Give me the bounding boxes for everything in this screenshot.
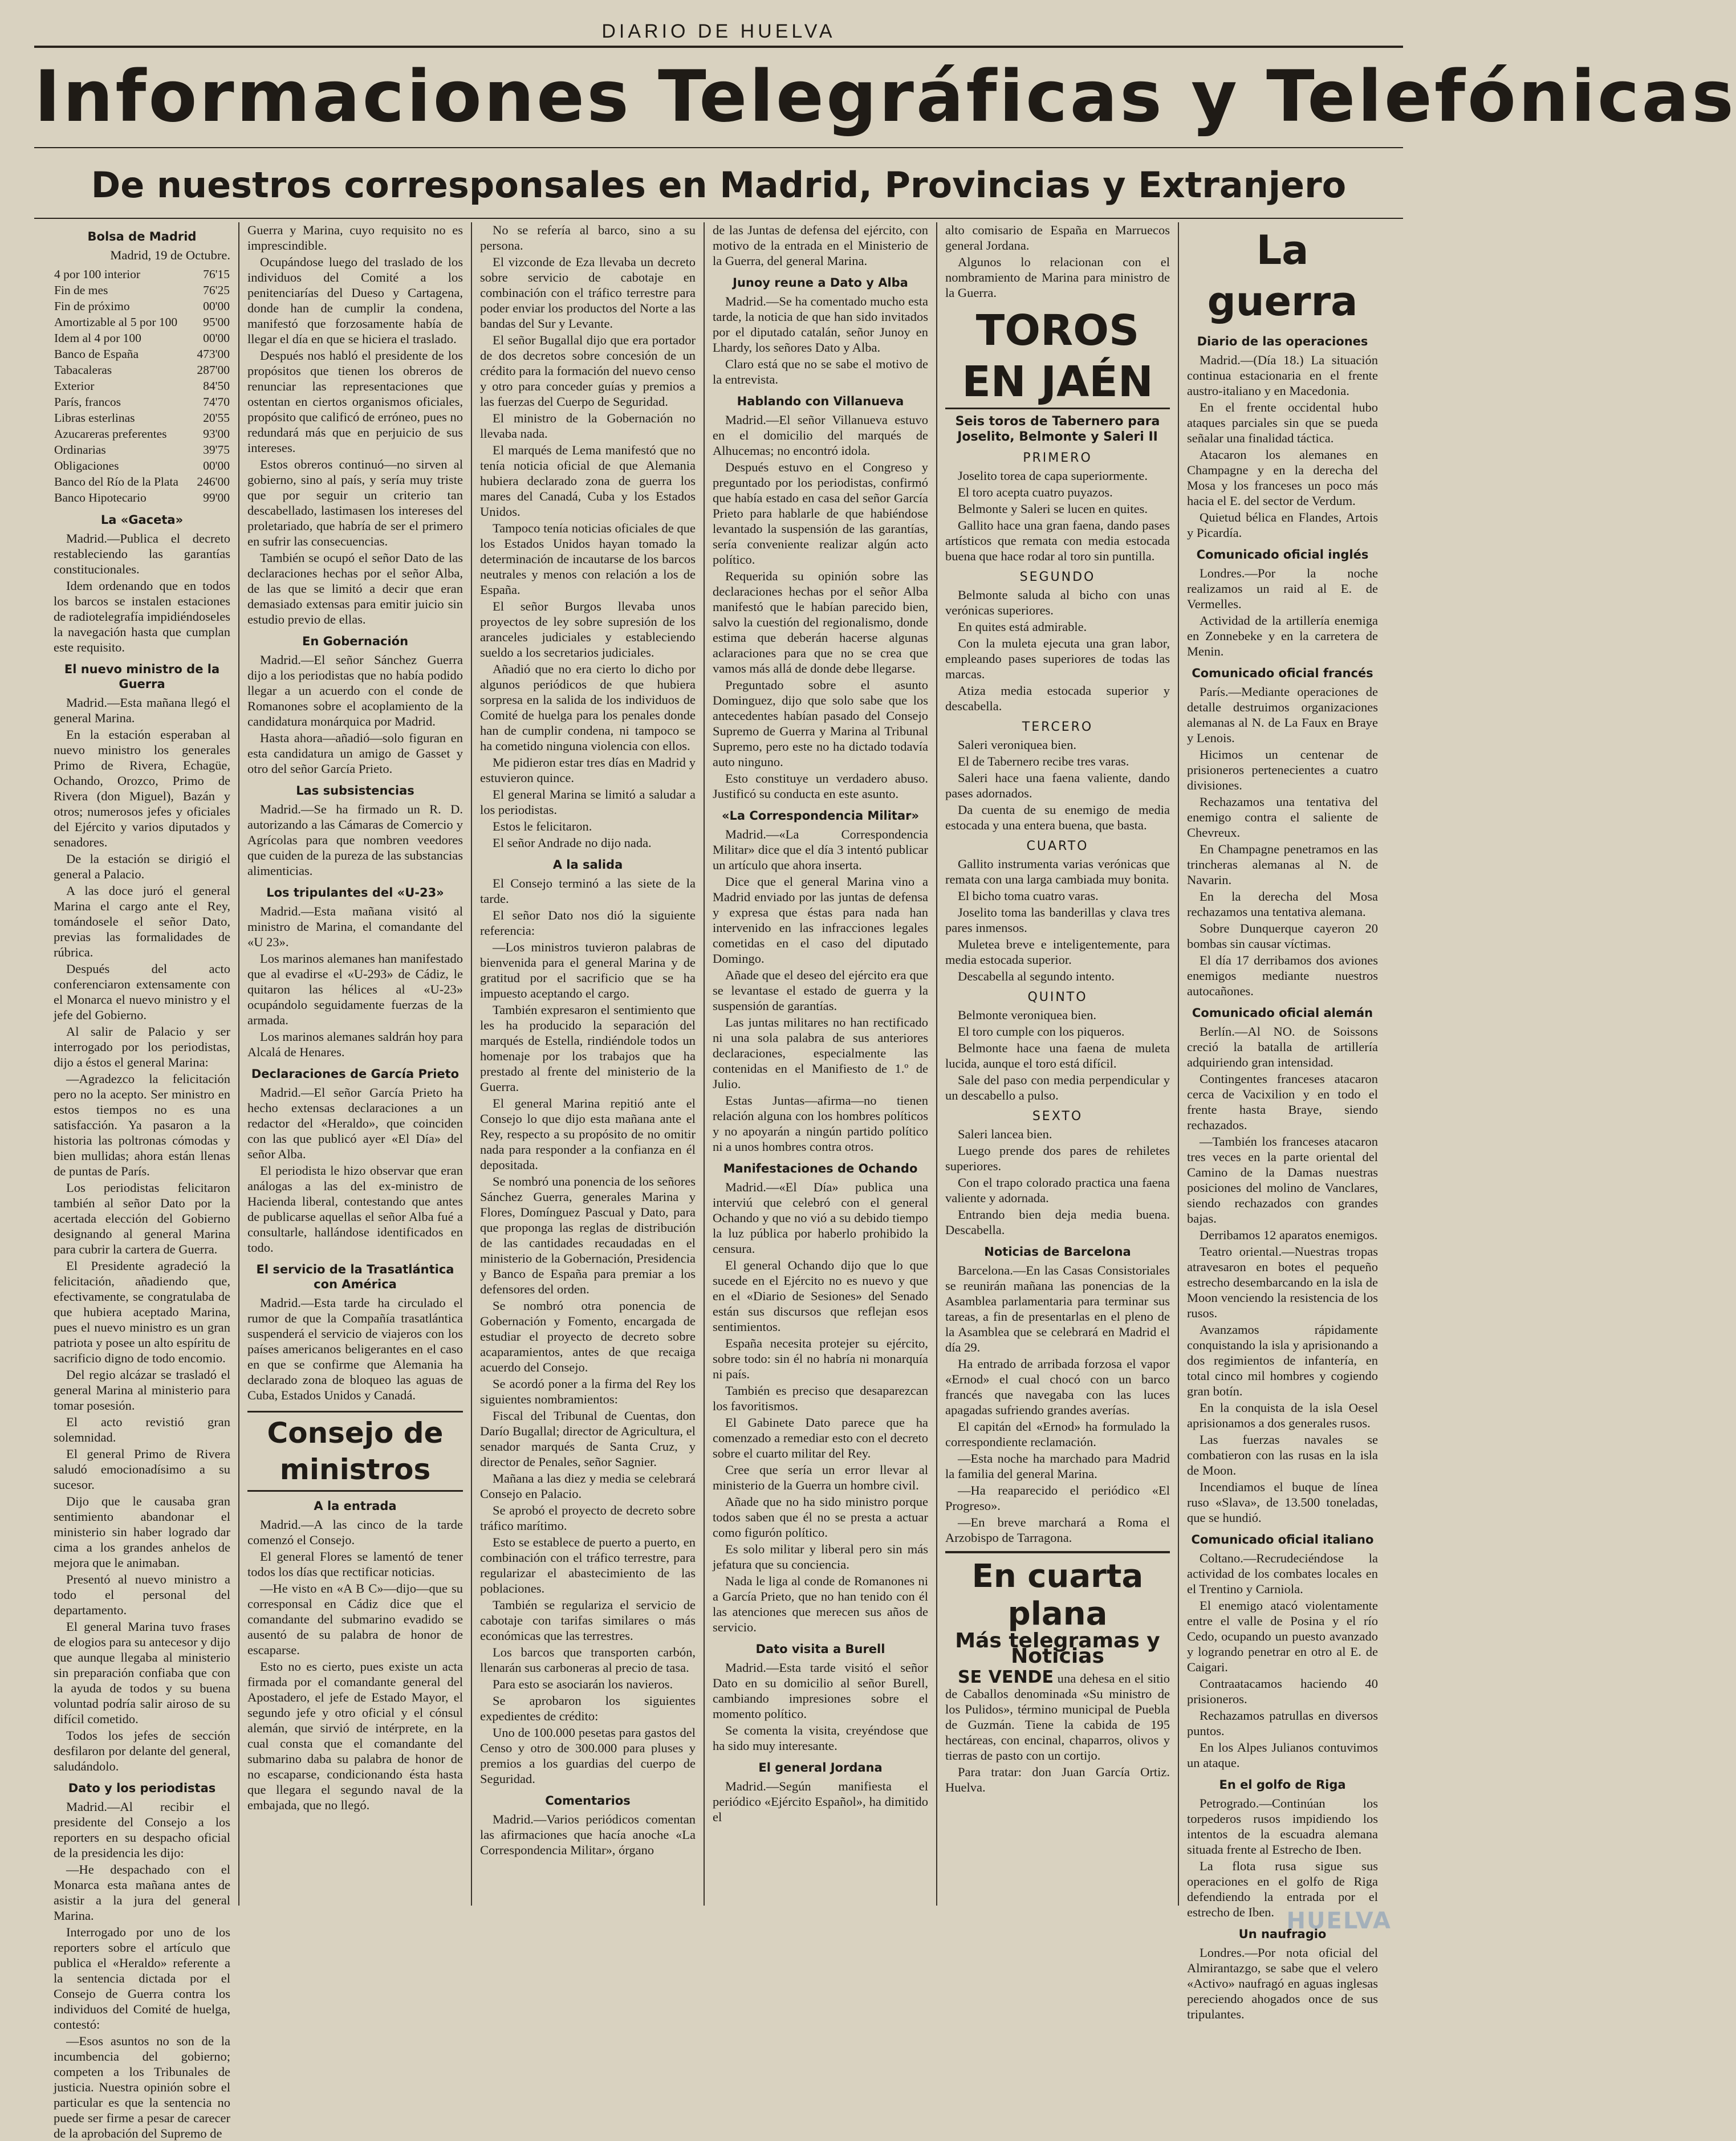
comentarios-title: Comentarios	[545, 1794, 631, 1808]
market-row	[54, 346, 230, 362]
junoy-title: Junoy reune a Dato y Alba	[733, 276, 908, 290]
paragraph: Derribamos 12 aparatos enemigos.	[1200, 1228, 1378, 1242]
trasatlantica-title: El servicio de la Trasatlántica con América	[256, 1263, 454, 1291]
paragraph: Sale del paso con media perpendicular y un descabello a pulso.	[945, 1073, 1170, 1102]
paragraph: —Esta noche ha marchado para Madrid la familia del general Marina.	[945, 1451, 1170, 1481]
paragraph: Dice que el general Marina vino a Madrid enviado por las juntas de defensa y expresa que éstas para nada han intervenido en las infracciones legales cometidas en el caso del diputado Domingo.	[713, 874, 928, 966]
paragraph: Muletea breve e inteligentemente, para media estocada superior.	[945, 937, 1170, 967]
barcelona-title: Noticias de Barcelona	[984, 1245, 1131, 1259]
aleman-title: Comunicado oficial alemán	[1192, 1006, 1373, 1020]
market-row	[54, 298, 230, 314]
paragraph: París.—Mediante operaciones de detalle destruimos organizaciones alemanas al N. de La Faux en Braye y Lenois.	[1187, 685, 1378, 745]
se-vende-text: una dehesa en el sitio de Caballos denominada «Su ministro de los Pulidos», término municipal de Puebla de Guzmán. Tiene la cabida de 195 hectáreas, con encinal, chaparros, olivos y tierras de pasto con un cortijo.	[945, 1671, 1170, 1763]
paragraph: Rechazamos patrullas en diversos puntos.	[1187, 1708, 1378, 1738]
market-row	[54, 410, 230, 426]
market-value: 93'00	[203, 427, 230, 441]
paragraph: El general Primo de Rivera saludó emocionadísimo a su sucesor.	[54, 1447, 230, 1492]
market-label: 4 por 100 interior	[54, 267, 141, 281]
rule	[34, 147, 1403, 148]
paragraph: El marqués de Lema manifestó que no tenía noticia oficial de que Alemania hubiera declarado zona de guerra los mares del Canadá, Cuba y los Estados Unidos.	[480, 443, 696, 519]
dato-title: Dato y los periodistas	[68, 1781, 216, 1795]
paragraph: Rechazamos una tentativa del enemigo contra el saliente de Chevreux.	[1187, 795, 1378, 840]
paragraph: Madrid.—Esta mañana llegó el general Marina.	[54, 695, 230, 725]
market-label: Tabacaleras	[54, 363, 112, 377]
paragraph: El periodista le hizo observar que eran análogas a las del ex-ministro de Hacienda liberal, contestando que antes de publicarse aquellas el señor Alba fué a consultarle, hallándose identificados en todo.	[247, 1163, 463, 1255]
paragraph: Tampoco tenía noticias oficiales de que los Estados Unidos hayan tomado la determinación de incautarse de los barcos neutrales y menos con relación a los de España.	[480, 521, 696, 597]
paragraph: No se refería al barco, sino a su persona.	[480, 223, 696, 253]
paragraph: Añadió que no era cierto lo dicho por algunos periódicos de que hubiera sorpresa en la salida de los individuos de Comité de huelga para los penales donde han de cumplir condena, ni tampoco se ha cometido ninguna violencia con ellos.	[480, 662, 696, 753]
paragraph: Requerida su opinión sobre las declaraciones hechas por el señor Alba manifestó que le habían parecido bien, salvo la cuestión del regionalismo, donde estima que deberán hacerse algunas aclaraciones para que no se crea que vamos más allá de donde debe llegarse.	[713, 569, 928, 675]
rule	[34, 218, 1403, 219]
paragraph: Sobre Dunquerque cayeron 20 bombas sin causar víctimas.	[1187, 921, 1378, 951]
paragraph: Me pidieron estar tres días en Madrid y estuvieron quince.	[480, 755, 696, 785]
paragraph: España necesita protejer su ejército, sobre todo: sin él no habría ni monarquía ni país.	[713, 1336, 928, 1381]
paragraph: Atacaron los alemanes en Champagne y en la derecha del Mosa y los franceses un poco más hacia el E. del sector de Verdum.	[1187, 447, 1378, 508]
paragraph: Contingentes franceses atacaron cerca de Vacixilion y en todo el frente hasta Braye, siendo rechazados.	[1187, 1072, 1378, 1132]
section-segundo: SEGUNDO	[1019, 570, 1096, 584]
gaceta-title: La «Gaceta»	[100, 513, 184, 527]
market-row	[54, 474, 230, 490]
market-row	[54, 330, 230, 346]
market-value: 84'50	[203, 379, 230, 393]
paragraph: El señor Bugallal dijo que era portador de dos decretos sobre concesión de un crédito para la formación del nuevo censo y otro para conceder guías y premios a las fuerzas del Cuerpo de Seguridad.	[480, 333, 696, 409]
paragraph: —En breve marchará a Roma el Arzobispo de Tarragona.	[945, 1515, 1170, 1545]
frances-title: Comunicado oficial francés	[1192, 666, 1373, 680]
paragraph: El señor Dato nos dió la siguiente referencia:	[480, 908, 696, 938]
market-value: 76'15	[203, 267, 230, 281]
paragraph: El toro cumple con los piqueros.	[958, 1024, 1125, 1039]
paragraph: Belmonte saluda al bicho con unas verónicas superiores.	[945, 588, 1170, 617]
u23-title: Los tripulantes del «U-23»	[266, 886, 444, 899]
market-label: Ordinarias	[54, 443, 106, 457]
paragraph: También se regulariza el servicio de cabotaje con tarifas similares o más económicas que las terrestres.	[480, 1598, 696, 1643]
paragraph: Se nombró otra ponencia de Gobernación y Fomento, encargada de estudiar el proyecto de decreto sobre acaparamientos, antes de que recaiga acuerdo del Consejo.	[480, 1299, 696, 1374]
ingles-title: Comunicado oficial inglés	[1196, 548, 1369, 561]
paragraph: —También los franceses atacaron tres veces en la parte oriental del Camino de la Damas nuestras posiciones del molino de Vanclares, siendo rechazados con grandes bajas.	[1187, 1134, 1378, 1226]
market-label: Banco del Río de la Plata	[54, 475, 178, 489]
column-3	[472, 222, 705, 1906]
market-value: 39'75	[203, 443, 230, 457]
paragraph: Madrid.—Según manifiesta el periódico «Ejército Español», ha dimitido el	[713, 1779, 928, 1824]
paragraph: Después nos habló el presidente de los propósitos que tienen los obreros de renunciar las representaciones que ostentan en ciertos organismos oficiales, propósito que calificó de erróneo, pues no redundará más que en perjuicio de sus intereses.	[247, 348, 464, 455]
paragraph: En quites está admirable.	[958, 620, 1087, 634]
paragraph: El bicho toma cuatro varas.	[958, 889, 1099, 903]
paragraph: También es preciso que desaparezcan los favoritismos.	[713, 1383, 928, 1413]
market-row	[54, 394, 230, 410]
paragraph: Contraatacamos haciendo 40 prisioneros.	[1187, 1676, 1378, 1706]
paragraph: —Los ministros tuvieron palabras de bienvenida para el general Marina y de gratitud por el sacrificio que se ha impuesto aceptando el cargo.	[480, 940, 696, 1000]
paragraph: alto comisario de España en Marruecos general Jordana.	[945, 223, 1170, 253]
toros-subtitle: Seis toros de Tabernero para Joselito, Belmonte y Saleri II	[955, 414, 1160, 444]
paragraph: Los marinos alemanes han manifestado que al evadirse el «U-293» de Cádiz, le quitaron las hélices al «U-23» ocupándolo seguidamente fuerzas de la armada.	[247, 951, 463, 1027]
market-label: Azucareras preferentes	[54, 427, 167, 441]
paragraph: de las Juntas de defensa del ejército, con motivo de la entrada en el Ministerio de la Guerra, del general Marina.	[713, 223, 928, 268]
naufragio-title: Un naufragio	[1238, 1927, 1327, 1941]
paragraph: Después estuvo en el Congreso y preguntado por los periodistas, confirmó que había estado en casa del señor García Prieto para hablarle de que habiéndose levantado la suspensión de las garantías, sería conveniente realizar algún acto político.	[713, 460, 928, 567]
paragraph: Dijo que le causaba gran sentimiento abandonar el ministerio sin haber logrado dar cima a los grandes anhelos de mejora que le animaban.	[54, 1494, 230, 1570]
paragraph: Con el trapo colorado practica una faena valiente y adornada.	[945, 1175, 1170, 1205]
paragraph: El día 17 derribamos dos aviones enemigos mediante nuestros autocañones.	[1187, 953, 1378, 998]
market-label: Fin de próximo	[54, 299, 130, 313]
paragraph: Actividad de la artillería enemiga en Zonnebeke y en la carretera de Menin.	[1187, 613, 1378, 658]
market-value: 00'00	[203, 459, 230, 473]
market-value: 95'00	[203, 315, 230, 329]
bolsa-title: Bolsa de Madrid	[87, 230, 197, 243]
market-value: 287'00	[197, 363, 230, 377]
paragraph: Esto constituye un verdadero abuso. Justificó su conducta en este asunto.	[713, 771, 928, 801]
paragraph: Gallito hace una gran faena, dando pases artísticos que remata con media estocada buena que hace rodar al toro sin puntilla.	[945, 518, 1170, 563]
paragraph: —He visto en «A B C»—dijo—que su corresponsal en Cádiz dice que el comandante del submarino evadido se ausentó de su palabra de honor de escaparse.	[247, 1581, 463, 1657]
paragraph: Para esto se asociarán los navieros.	[493, 1677, 673, 1691]
section-tercero: TERCERO	[1022, 720, 1093, 734]
paragraph: Madrid.—El señor Villanueva estuvo en el domicilio del marqués de Alhucemas; no encontró idola.	[713, 413, 928, 458]
paragraph: En la conquista de la isla Oesel aprisionamos a dos generales rusos.	[1187, 1401, 1378, 1430]
paragraph: La flota rusa sigue sus operaciones en el golfo de Riga defendiendo la entrada por el estrecho de Iben.	[1187, 1859, 1378, 1919]
paragraph: El Gabinete Dato parece que ha comenzado a remediar esto con el decreto sobre el cuarto militar del Rey.	[713, 1415, 928, 1460]
paragraph: Belmonte hace una faena de muleta lucida, aunque el toro está difícil.	[945, 1041, 1170, 1070]
subsistencias-title: Las subsistencias	[296, 784, 414, 797]
paragraph: Madrid.—Esta tarde visitó el señor Dato en su domicilio al señor Burell, cambiando impresiones sobre el momento político.	[713, 1660, 928, 1721]
paragraph: El capitán del «Ernod» ha formulado la correspondiente reclamación.	[945, 1419, 1170, 1449]
paragraph: Atiza media estocada superior y descabella.	[945, 683, 1170, 713]
market-label: Banco Hipotecario	[54, 491, 147, 504]
paragraph: Avanzamos rápidamente conquistando la isla y aprisionando a dos regimientos de infantería, en total cinco mil hombres y cogiendo gran botín.	[1187, 1322, 1378, 1398]
market-label: Fin de mes	[54, 283, 108, 297]
villanueva-title: Hablando con Villanueva	[737, 394, 904, 408]
paper-name: DIARIO DE HUELVA	[34, 17, 1403, 48]
paragraph: —He despachado con el Monarca esta mañana antes de asistir a la jura del general Marina.	[54, 1862, 230, 1923]
paragraph: Del regio alcázar se trasladó el general Marina al ministerio para tomar posesión.	[54, 1367, 230, 1413]
market-row	[54, 282, 230, 298]
paragraph: Da cuenta de su enemigo de media estocada y una entera buena, que basta.	[945, 803, 1170, 832]
market-value: 00'00	[203, 331, 230, 345]
paragraph: Madrid.—«El Día» publica una interviú que celebró con el general Ochando y que no vió a su debido tiempo la luz pública por haberlo prohibido la censura.	[713, 1180, 928, 1256]
market-label: Banco de España	[54, 347, 139, 361]
section-cuarto: CUARTO	[1026, 839, 1089, 853]
paragraph: Madrid.—Esta mañana visitó al ministro de Marina, el comandante del «U 23».	[247, 904, 463, 949]
section-primero: PRIMERO	[1023, 451, 1092, 465]
paragraph: Incendiamos el buque de línea ruso «Slava», de 13.500 toneladas, que se hundió.	[1187, 1480, 1378, 1525]
paragraph: Al salir de Palacio y ser interrogado por los periodistas, dijo a éstos el general Marina:	[54, 1024, 230, 1069]
market-label: Obligaciones	[54, 459, 119, 473]
paragraph: Se aprobó el proyecto de decreto sobre tráfico marítimo.	[480, 1503, 696, 1533]
paragraph: El de Tabernero recibe tres varas.	[958, 754, 1129, 768]
paragraph: Esto no es cierto, pues existe un acta firmada por el comandante general del Apostadero, el jefe de Estado Mayor, el segundo jefe y otro oficial y el cónsul alemán, que sirvió de intérprete, en la cual consta que el comandante del submarino daba su palabra de honor de no escaparse, condicionando ésta hasta que llegara el segundo naval de la embajada, que no llegó.	[247, 1659, 463, 1812]
market-row	[54, 266, 230, 282]
column-1	[46, 222, 239, 2140]
paragraph: Belmonte y Saleri se lucen en quites.	[958, 502, 1148, 516]
cuarta-plana-subtitle: Más telegramas y Noticias	[955, 1629, 1160, 1668]
paragraph: Cree que sería un error llevar al ministerio de la Guerra un hombre civil.	[713, 1463, 928, 1492]
paragraph: De la estación se dirigió el general a Palacio.	[54, 852, 230, 881]
market-value: 00'00	[203, 299, 230, 313]
market-row	[54, 362, 230, 378]
jordana-title: El general Jordana	[758, 1761, 883, 1774]
paragraph: Belmonte veroniquea bien.	[958, 1008, 1097, 1022]
paragraph: Se aprobaron los siguientes expedientes de crédito:	[480, 1694, 696, 1723]
market-value: 20'55	[203, 411, 230, 425]
paragraph: Descabella al segundo intento.	[958, 969, 1115, 983]
paragraph: El general Marina repitió ante el Consejo lo que dijo esta mañana ante el Rey, respecto a su propósito de no omitir nada para responder a la confianza en él depositada.	[480, 1096, 696, 1172]
correspondencia-title: «La Correspondencia Militar»	[721, 809, 920, 823]
paragraph: A las doce juró el general Marina el cargo ante el Rey, tomándosele el señor Dato, previas las formalidades de rúbrica.	[54, 884, 230, 959]
paragraph: Preguntado sobre el asunto Dominguez, dijo que solo sabe que los antecedentes habían pasado del Consejo Supremo de Guerra y Marina al Tribunal Supremo, pero este no ha dictado todavía auto ninguno.	[713, 678, 928, 769]
paragraph: Con la muleta ejecuta una gran labor, empleando pases superiores de todas las marcas.	[945, 636, 1170, 681]
column-2	[239, 222, 472, 1906]
garcia-prieto-title: Declaraciones de García Prieto	[251, 1067, 460, 1081]
section-quinto: QUINTO	[1027, 990, 1088, 1004]
columns	[46, 222, 1397, 2140]
paragraph: Presentó al nuevo ministro a todo el personal del departamento.	[54, 1572, 230, 1617]
paragraph: Se comenta la visita, creyéndose que ha sido muy interesante.	[713, 1723, 928, 1753]
toros-title: TOROS EN JAÉN	[945, 305, 1170, 409]
market-label: Amortizable al 5 por 100	[54, 315, 178, 329]
paragraph: En los Alpes Julianos contuvimos un ataque.	[1187, 1740, 1378, 1770]
paragraph: Coltano.—Recrudeciéndose la actividad de los combates locales en el Trentino y Carniola.	[1187, 1551, 1378, 1596]
column-4	[705, 222, 937, 1906]
paragraph: El toro acepta cuatro puyazos.	[958, 485, 1113, 499]
ochando-title: Manifestaciones de Ochando	[723, 1162, 918, 1175]
paragraph: Los periodistas felicitaron también al señor Dato por la acertada elección del Gobierno designando al general Marina para cubrir la cartera de Guerra.	[54, 1181, 230, 1256]
paragraph: Guerra y Marina, cuyo requisito no es imprescindible.	[247, 223, 463, 253]
subtitle: De nuestros corresponsales en Madrid, Provincias y Extranjero	[91, 164, 1347, 206]
paragraph: Se nombró una ponencia de los señores Sánchez Guerra, generales Marina y Flores, Domínguez Pascual y Dato, para que proponga las reglas de distribución de las cantidades recaudadas en el ministerio de la Gobernación, Presidencia y Banco de España para premiar a los defensores del orden.	[480, 1174, 696, 1296]
paragraph: El señor Andrade no dijo nada.	[493, 836, 652, 850]
paragraph: —Ha reaparecido el periódico «El Progreso».	[945, 1483, 1170, 1513]
paragraph: Quietud bélica en Flandes, Artois y Picardía.	[1187, 510, 1378, 540]
paragraph: Gallito instrumenta varias verónicas que remata con una larga cambiada muy bonita.	[945, 857, 1170, 886]
paragraph: Uno de 100.000 pesetas para gastos del Censo y otro de 300.000 para pluses y premios a los guardias del cuerpo de Seguridad.	[480, 1725, 696, 1786]
paragraph: Claro está que no se sabe el motivo de la entrevista.	[713, 357, 928, 386]
paragraph: Londres.—Por la noche realizamos un raid al E. de Vermelles.	[1187, 566, 1378, 611]
column-5	[937, 222, 1179, 1906]
paragraph: Londres.—Por nota oficial del Almirantazgo, se sabe que el velero «Activo» naufragó en aguas inglesas pereciendo ahogados once de sus tripulantes.	[1187, 1945, 1378, 2021]
paragraph: Madrid.—Esta tarde ha circulado el rumor de que la Compañía trasatlántica suspenderá el servicio de viajeros con los países americanos beligerantes en el caso en que se confirme que Alemania ha declarado zona de bloqueo las aguas de Cuba, Estados Unidos y Canadá.	[247, 1296, 463, 1402]
paragraph: El señor Burgos llevaba unos proyectos de ley sobre supresión de los aranceles judiciales y estableciendo sueldo a los secretarios judiciales.	[480, 599, 696, 660]
market-value: 246'00	[197, 475, 230, 489]
market-row	[54, 458, 230, 474]
paragraph: —Agradezco la felicitación pero no la acepto. Ser ministro en estos tiempos no es una satisfacción. Ya pasaron a la historia las poltronas cómodas y bien mullidas; ahora están llenas de puntas de París.	[54, 1072, 230, 1178]
paragraph: Esto se establece de puerto a puerto, en combinación con el tráfico terrestre, para regularizar el abastecimiento de las poblaciones.	[480, 1535, 696, 1595]
paragraph: Los barcos que transporten carbón, llenarán sus carboneras al precio de tasa.	[480, 1645, 696, 1675]
diario-title: Diario de las operaciones	[1197, 335, 1368, 348]
paragraph: Añade que el deseo del ejército era que se levantase el estado de guerra y la suspensión de garantías.	[713, 968, 928, 1013]
paragraph: Nada le liga al conde de Romanones ni a García Prieto, que no han tenido con él las atenciones que merecen sus años de servicio.	[713, 1574, 928, 1634]
paragraph: El Presidente agradeció la felicitación, añadiendo que, efectivamente, se congratulaba de que hubiera aceptado Marina, pues el nuevo ministro es un gran patriota y posee un alto espíritu de sacrificio digno de todo encomio.	[54, 1259, 230, 1365]
market-value: 473'00	[197, 347, 230, 361]
paragraph: Se acordó poner a la firma del Rey los siguientes nombramientos:	[480, 1377, 696, 1406]
gobernacion-title: En Gobernación	[302, 634, 409, 648]
paragraph: Petrogrado.—Continúan los torpederos rusos impidiendo los intentos de la escuadra alemana situada frente al Estrecho de Iben.	[1187, 1796, 1378, 1857]
paragraph: Barcelona.—En las Casas Consistoriales se reunirán mañana las ponencias de la Asamblea parlamentaria para terminar sus tareas, a fin de presentarlas en el pleno de la Asamblea que se celebrará en Madrid el día 29.	[945, 1263, 1170, 1354]
paragraph: Ocupándose luego del traslado de los individuos del Comité a los penitenciarías del Dueso y Cartagena, donde han de cumplir la condena, manifestó que forzosamente había de llegar el día en que se hiciera el traslado.	[247, 255, 463, 346]
market-table	[54, 266, 230, 506]
paragraph: Madrid.—Se ha firmado un R. D. autorizando a las Cámaras de Comercio y Agrícolas para que nombren veedores que cuiden de la pureza de las substancias alimenticias.	[247, 802, 463, 878]
paragraph: —Esos asuntos no son de la incumbencia del gobierno; competen a los Tribunales de justicia. Nuestra opinión sobre el particular es que la sentencia no puede ser firme a pesar de carecer de la aprobación del Supremo de	[54, 2034, 230, 2140]
paragraph: Madrid.—Publica el decreto restableciendo las garantías constitucionales.	[54, 531, 230, 576]
paragraph: El general Ochando dijo que lo que sucede en el Ejército no es nuevo y que en el «Diario de Sesiones» del Senado están sus discursos que reflejan esos sentimientos.	[713, 1258, 928, 1334]
paragraph: Saleri veroniquea bien.	[958, 738, 1077, 752]
paragraph: Todos los jefes de sección desfilaron por delante del general, saludándolo.	[54, 1728, 230, 1773]
market-label: Exterior	[54, 379, 95, 393]
se-vende-title: SE VENDE	[958, 1667, 1054, 1687]
paragraph: Algunos lo relacionan con el nombramiento de Marina para ministro de la Guerra.	[945, 255, 1170, 300]
consejo-title: Consejo de ministros	[247, 1411, 463, 1492]
paragraph: Luego prende dos pares de rehiletes superiores.	[945, 1143, 1170, 1173]
bolsa-date: Madrid, 19 de Octubre.	[110, 248, 230, 262]
paragraph: Para tratar: don Juan García Ortiz. Huelva.	[945, 1765, 1170, 1794]
paragraph: Las juntas militares no han rectificado ni una sola palabra de sus anteriores declaraciones, especialmente las contenidas en el Manifiesto de 1.º de Julio.	[713, 1015, 928, 1091]
paragraph: Después del acto conferenciaron extensamente con el Monarca el nuevo ministro y el jefe del Gobierno.	[54, 962, 230, 1022]
paragraph: También se ocupó el señor Dato de las declaraciones hechas por el señor Alba, de las que se limitó a decir que eran demasiado extensas para emitir juicio sin estudio previo de ellas.	[247, 551, 463, 626]
paragraph: Hicimos un centenar de prisioneros pertenecientes a cuatro divisiones.	[1187, 747, 1378, 792]
market-row	[54, 426, 230, 442]
main-title: Informaciones Telegráficas y Telefónicas	[34, 56, 1736, 138]
paragraph: El general Marina se limitó a saludar a los periodistas.	[480, 787, 696, 817]
paragraph: Madrid.—Varios periódicos comentan las afirmaciones que hacía anoche «La Correspondencia Militar», órgano	[480, 1812, 696, 1857]
paragraph: En el frente occidental hubo ataques parciales sin que se pueda señalar una finalidad táctica.	[1187, 400, 1378, 445]
paragraph: Madrid.—(Día 18.) La situación continua estacionaria en el frente austro-italiano y en Macedonia.	[1187, 353, 1378, 398]
market-label: Libras esterlinas	[54, 411, 135, 425]
market-row	[54, 314, 230, 330]
paragraph: En la derecha del Mosa rechazamos una tentativa alemana.	[1187, 889, 1378, 919]
paragraph: En la estación esperaban al nuevo ministro los generales Primo de Rivera, Echagüe, Ochando, Orozco, Primo de Rivera (don Miguel), Bazán y otros; numerosos jefes y oficiales del Ejército y varios diputados y senadores.	[54, 727, 230, 849]
paragraph: Madrid.—«La Correspondencia Militar» dice que el día 3 intentó publicar un artículo que ahora inserta.	[713, 827, 928, 872]
paragraph: Estos le felicitaron.	[493, 819, 592, 833]
guerra-title: La guerra	[1207, 227, 1358, 325]
riga-title: En el golfo de Riga	[1219, 1778, 1346, 1792]
paragraph: Hasta ahora—añadió—solo figuran en esta candidatura un amigo de Gasset y otro del señor García Prieto.	[247, 731, 463, 776]
italiano-title: Comunicado oficial italiano	[1191, 1533, 1374, 1546]
market-row	[54, 490, 230, 506]
paragraph: Mañana a las diez y media se celebrará Consejo en Palacio.	[480, 1471, 696, 1501]
market-label: Idem al 4 por 100	[54, 331, 141, 345]
market-value: 76'25	[203, 283, 230, 297]
market-row	[54, 378, 230, 394]
market-value: 99'00	[203, 491, 230, 504]
market-label: París, francos	[54, 395, 121, 409]
paragraph: Madrid.—A las cinco de la tarde comenzó el Consejo.	[247, 1517, 463, 1547]
paragraph: También expresaron el sentimiento que les ha producido la separación del marqués de Estella, rindiéndole todos un homenaje por los trabajos que ha prestado al frente del ministerio de la Guerra.	[480, 1003, 696, 1094]
paragraph: El vizconde de Eza llevaba un decreto sobre servicio de cabotaje en combinación con el tráfico terrestre para poder enviar los productos del Norte a las bandas del Sur y Levante.	[480, 255, 696, 331]
watermark-logo: HUELVA	[1286, 1908, 1392, 1934]
paragraph: Saleri lancea bien.	[958, 1127, 1052, 1141]
paragraph: Fiscal del Tribunal de Cuentas, don Darío Bugallal; director de Agricultura, el senador marqués de Santa Cruz, y director de Penales, señor Sagnier.	[480, 1409, 696, 1469]
market-row	[54, 442, 230, 458]
paragraph: Estos obreros continuó—no sirven al gobierno, sino al país, y sería muy triste que por seguir un criterio tan descabellado, lastimasen los intereses del proletariado, que habría de ser el primero en sufrir las consecuencias.	[247, 457, 463, 548]
burell-title: Dato visita a Burell	[755, 1642, 885, 1656]
paragraph: Estas Juntas—afirma—no tienen relación alguna con los hombres políticos y no apoyarán a ningún partido político ni a unos hombres contra otros.	[713, 1093, 928, 1154]
paragraph: El general Marina tuvo frases de elogios para su antecesor y dijo que aunque llegaba al ministerio sin preparación confiaba que con la ayuda de todos y su buena voluntad podría salir airoso de su difícil cometido.	[54, 1619, 230, 1726]
paragraph: El enemigo atacó violentamente entre el valle de Posina y el río Cedo, ocupando un puesto avanzado y logrando penetrar en otro al E. de Caigari.	[1187, 1598, 1378, 1674]
paragraph: El general Flores se lamentó de tener todos los días que rectificar noticias.	[247, 1549, 463, 1579]
paragraph: Las fuerzas navales se combatieron con las rusas en la isla de Moon.	[1187, 1432, 1378, 1477]
paragraph: Madrid.—Se ha comentado mucho esta tarde, la noticia de que han sido invitados por el diputado catalán, señor Junoy en Lhardy, los señores Dato y Alba.	[713, 294, 928, 355]
se-vende-ad	[945, 1667, 1170, 1763]
paragraph: En Champagne penetramos en las trincheras alemanas al N. de Navarin.	[1187, 842, 1378, 887]
paragraph: Berlín.—Al NO. de Soissons creció la batalla de artillería adquiriendo gran intensidad.	[1187, 1024, 1378, 1069]
entrada-title: A la entrada	[314, 1499, 397, 1513]
paragraph: Entrando bien deja media buena. Descabella.	[945, 1207, 1170, 1237]
paragraph: Teatro oriental.—Nuestras tropas atravesaron en botes el pequeño estrecho desembarcando en la isla de Moon venciendo la resistencia de los rusos.	[1187, 1244, 1378, 1320]
section-sexto: SEXTO	[1032, 1109, 1083, 1124]
paragraph: Ha entrado de arribada forzosa el vapor «Ernod» el cual chocó con un barco francés que navegaba con las luces apagadas sufriendo grandes averías.	[945, 1357, 1170, 1417]
paragraph: Es solo militar y liberal pero sin más jefatura que su conciencia.	[713, 1542, 928, 1572]
market-value: 74'70	[203, 395, 230, 409]
paragraph: Madrid.—El señor García Prieto ha hecho extensas declaraciones a un redactor del «Heraldo», que coinciden con las que publicó ayer «El Día» del señor Alba.	[247, 1085, 463, 1161]
paragraph: Los marinos alemanes saldrán hoy para Alcalá de Henares.	[247, 1029, 463, 1059]
paragraph: Interrogado por uno de los reporters sobre el artículo que publica el «Heraldo» referente a la sentencia dictada por el Consejo de Guerra contra los individuos del Comité de huelga, contestó:	[54, 1925, 230, 2032]
paragraph: Madrid.—El señor Sánchez Guerra dijo a los periodistas que no había podido llegar a un acuerdo con el conde de Romanones sobre el acoplamiento de la candidatura monárquica por Madrid.	[247, 653, 463, 728]
paragraph: Joselito toma las banderillas y clava tres pares inmensos.	[945, 905, 1170, 935]
paragraph: Idem ordenando que en todos los barcos se instalen estaciones de radiotelegrafía impidiéndoseles la navegación hasta que cumplan este requisito.	[54, 579, 230, 654]
ministro-title: El nuevo ministro de la Guerra	[64, 662, 220, 691]
paragraph: Madrid.—Al recibir el presidente del Consejo a los reporters en su despacho oficial de la presidencia les dijo:	[54, 1800, 230, 1860]
salida-title: A la salida	[552, 858, 623, 872]
paragraph: El ministro de la Gobernación no llevaba nada.	[480, 411, 696, 441]
paragraph: El acto revistió gran solemnidad.	[54, 1415, 230, 1444]
paragraph: Añade que no ha sido ministro porque todos saben que él no se presta a actuar como figurón político.	[713, 1495, 928, 1540]
paragraph: Joselito torea de capa superiormente.	[958, 469, 1148, 483]
cuarta-plana-title: En cuarta plana	[945, 1551, 1170, 1633]
paragraph: El Consejo terminó a las siete de la tarde.	[480, 876, 696, 906]
paragraph: Saleri hace una faena valiente, dando pases adornados.	[945, 771, 1170, 800]
